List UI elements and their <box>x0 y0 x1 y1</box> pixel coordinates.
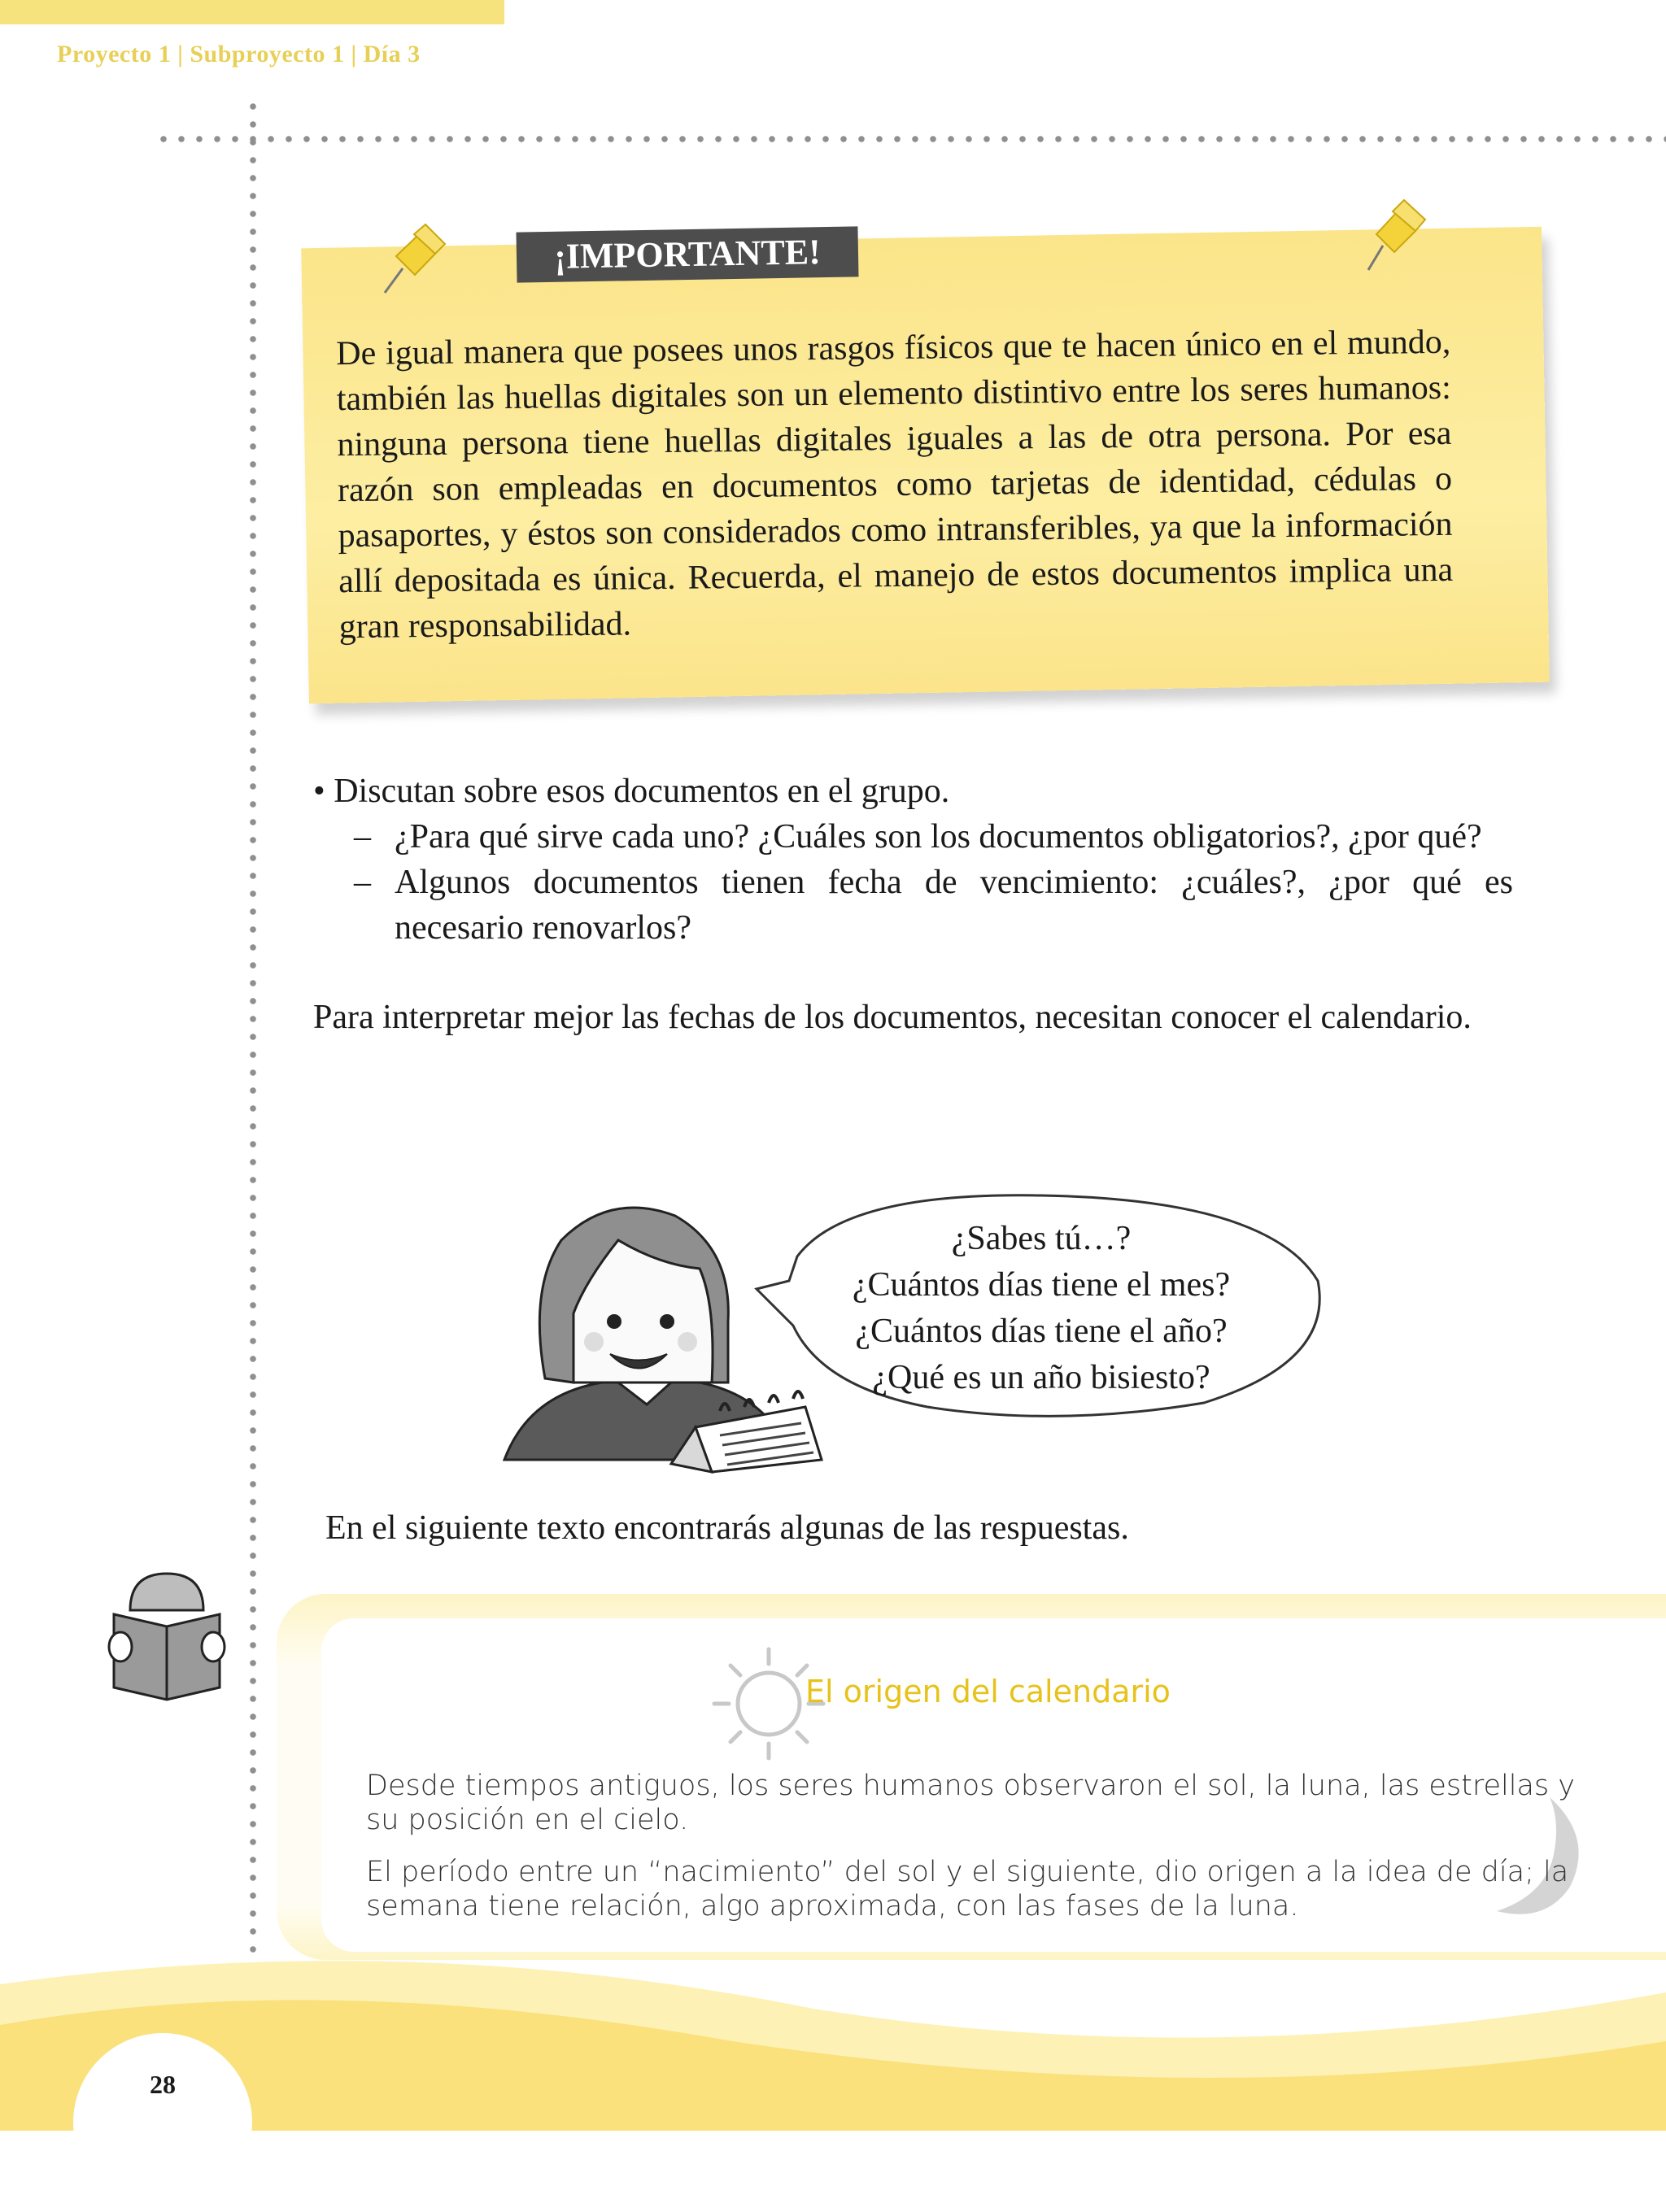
note-text: De igual manera que posees unos rasgos físicos que te hacen único en el mundo, también las huellas digitales son un elemento distintivo entre los seres humanos: ninguna persona tiene huellas digitales iguales a las de otra persona. Por esa razón son empleadas en documentos como tarjetas de identidad, cédulas o pasaportes, y éstos son considerados como intransferibles, ya que la información allí depositada es única. Recuerda, el manejo de estos documentos implica una gran responsabilidad. <box>336 323 1454 647</box>
lead-in-sentence: En el siguiente texto encontrarás algunas de las respuestas. <box>325 1509 1129 1547</box>
sub-item-text: ¿Para qué sirve cada uno? ¿Cuáles son los documentos obligatorios?, ¿por qué? <box>395 818 1482 856</box>
bubble-line: ¿Cuántos días tiene el mes? <box>852 1266 1231 1304</box>
calendar-intro-paragraph: Para interpretar mejor las fechas de los documentos, necesitan conocer el calendario. <box>313 999 1472 1036</box>
page-number-circle <box>73 2033 252 2212</box>
pushpin-icon <box>378 220 451 301</box>
page-header: Proyecto 1 | Subproyecto 1 | Día 3 <box>57 41 421 67</box>
bottom-wave-decoration <box>0 1936 1666 2131</box>
vertical-dotted-divider <box>248 98 258 2025</box>
sub-item-text: Algunos documentos tienen fecha de vencimiento: ¿cuáles?, ¿por qué es necesario renovarlos? <box>395 864 1513 947</box>
reading-paragraph: El período entre un “nacimiento” del sol y el siguiente, dio origen a la idea de día; la semana tiene relación, algo aproximada, con las fases de la luna. <box>366 1856 1569 1922</box>
dash-mark: – <box>354 864 371 901</box>
bubble-line: ¿Qué es un año bisiesto? <box>872 1359 1210 1396</box>
bullet-item: • Discutan sobre esos documentos en el grupo. <box>313 773 950 810</box>
bubble-line: ¿Cuántos días tiene el año? <box>855 1313 1228 1350</box>
note-title: ¡IMPORTANTE! <box>553 232 822 276</box>
pushpin-icon <box>1359 195 1432 276</box>
page-number: 28 <box>150 2070 176 2099</box>
bubble-questions <box>781 1216 1302 1401</box>
reading-paragraph: Desde tiempos antiguos, los seres humanos observaron el sol, la luna, las estrellas y su posición en el cielo. <box>366 1770 1575 1836</box>
horizontal-dotted-divider <box>155 134 1666 144</box>
sub-item <box>354 814 1513 860</box>
reading-book-icon <box>106 1565 228 1704</box>
top-color-bar <box>0 0 504 24</box>
reading-title: El origen del calendario <box>805 1674 1171 1709</box>
activity-section <box>313 769 1513 1040</box>
bubble-line: ¿Sabes tú…? <box>951 1220 1132 1257</box>
sub-item <box>354 860 1513 951</box>
dash-mark: – <box>354 818 371 856</box>
reading-text <box>366 1769 1582 1941</box>
